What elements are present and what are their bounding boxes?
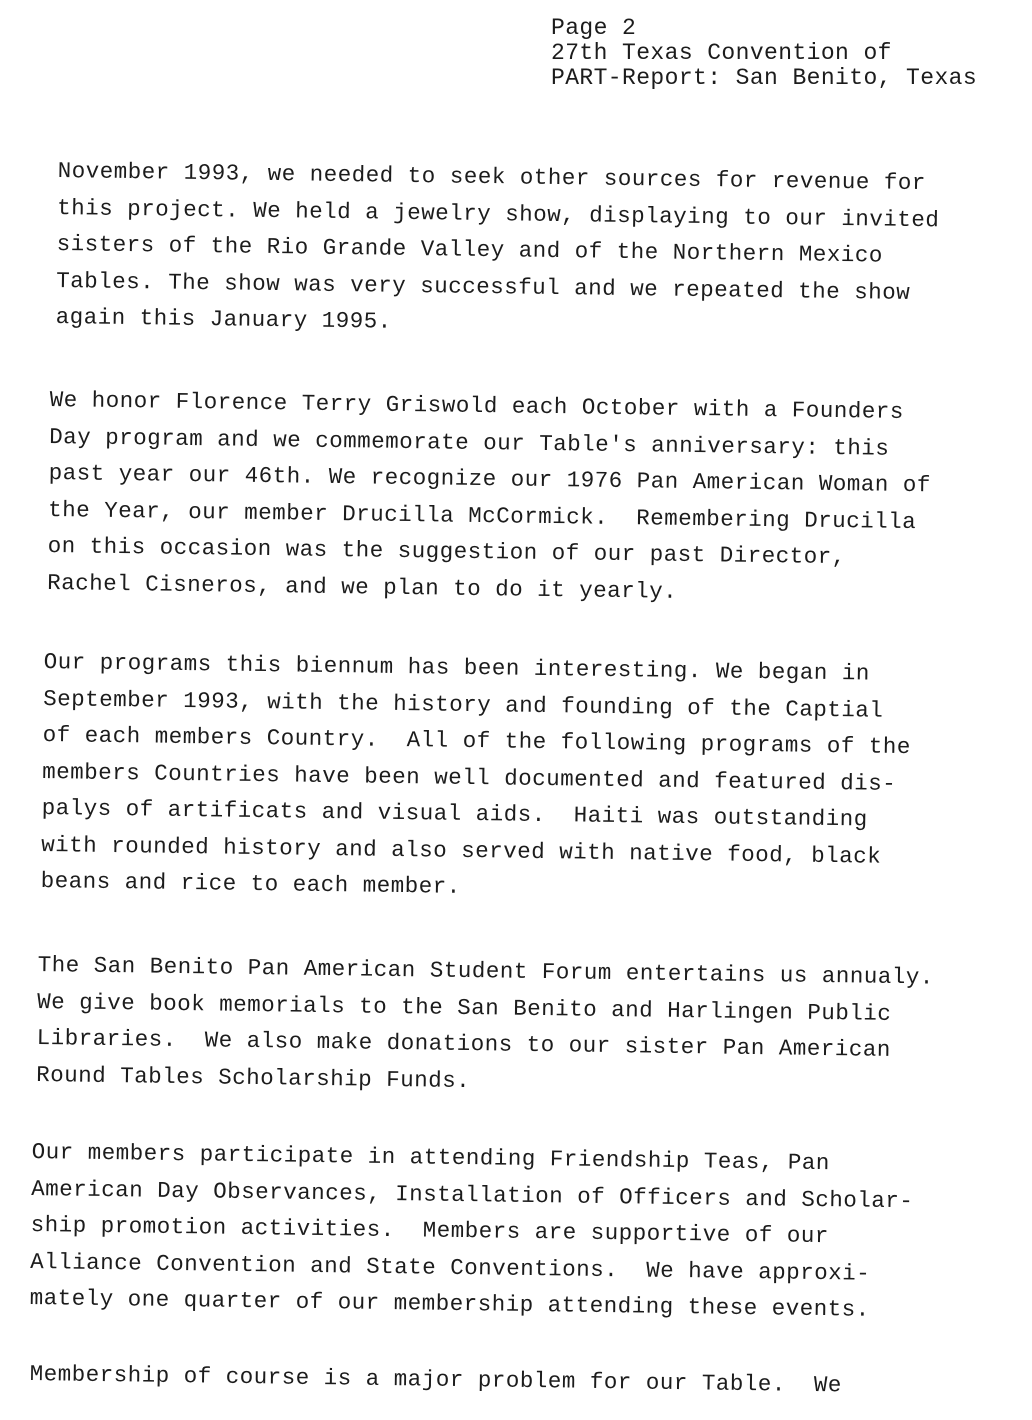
text-line: Our members participate in attending Friendship Teas, Pan bbox=[31, 1138, 830, 1177]
text-line: the Year, our member Drucilla McCormick. Remembering Drucilla bbox=[48, 496, 917, 535]
text-line: We honor Florence Terry Griswold each October with a Founders bbox=[49, 386, 904, 425]
text-line: on this occasion was the suggestion of our past Director, bbox=[47, 532, 846, 571]
text-line: Day program and we commemorate our Table's anniversary: this bbox=[49, 423, 890, 462]
text-line: members Countries have been well documented and featured dis- bbox=[42, 758, 897, 797]
paragraph-revenue-jewelry-show bbox=[55, 153, 940, 348]
text-line: The San Benito Pan American Student Forum entertains us annualy. bbox=[37, 951, 934, 991]
text-line: Tables. The show was very successful and we repeated the show bbox=[56, 267, 911, 306]
paragraph-programs bbox=[40, 644, 912, 912]
page-header bbox=[551, 16, 1011, 91]
header-report-location: PART-Report: San Benito, Texas bbox=[551, 65, 978, 91]
header-page-number: Page 2 bbox=[551, 15, 637, 41]
paragraph-membership bbox=[29, 1356, 842, 1404]
text-line: Alliance Convention and State Conventions. We have approxi- bbox=[30, 1248, 871, 1287]
text-line: Our programs this biennum has been interesting. We began in bbox=[43, 648, 870, 687]
text-line: American Day Observances, Installation of Officers and Scholar- bbox=[31, 1175, 914, 1214]
header-convention-title: 27th Texas Convention of bbox=[551, 40, 892, 66]
text-line: past year our 46th. We recognize our 1976 Pan American Woman of bbox=[48, 459, 931, 499]
text-line: mately one quarter of our membership attending these events. bbox=[29, 1284, 870, 1323]
text-line: We give book memorials to the San Benito and Harlingen Public bbox=[37, 988, 892, 1027]
text-line: palys of artificats and visual aids. Haiti was outstanding bbox=[41, 794, 868, 833]
text-line: Membership of course is a major problem for our Table. We bbox=[29, 1360, 842, 1399]
text-line: November 1993, we needed to seek other sources for revenue for bbox=[57, 157, 926, 197]
text-line: Rachel Cisneros, and we plan to do it yearly. bbox=[47, 569, 678, 605]
text-line: of each members Country. All of the following programs of the bbox=[42, 721, 911, 761]
text-line: ship promotion activities. Members are supportive of our bbox=[30, 1211, 829, 1250]
text-line: September 1993, with the history and founding of the Captial bbox=[43, 685, 884, 724]
text-line: again this January 1995. bbox=[55, 303, 392, 335]
text-line: Libraries. We also make donations to our sister Pan American bbox=[36, 1024, 891, 1063]
paragraph-member-participation bbox=[29, 1134, 914, 1329]
text-line: with rounded history and also served with native food, black bbox=[41, 831, 882, 870]
paragraph-founders-day bbox=[47, 382, 932, 613]
text-line: beans and rice to each member. bbox=[40, 867, 461, 900]
text-line: Round Tables Scholarship Funds. bbox=[36, 1061, 471, 1094]
text-line: this project. We held a jewelry show, displaying to our invited bbox=[57, 194, 940, 233]
paragraph-student-forum bbox=[36, 947, 934, 1105]
text-line: sisters of the Rio Grande Valley and of the Northern Mexico bbox=[56, 230, 883, 269]
